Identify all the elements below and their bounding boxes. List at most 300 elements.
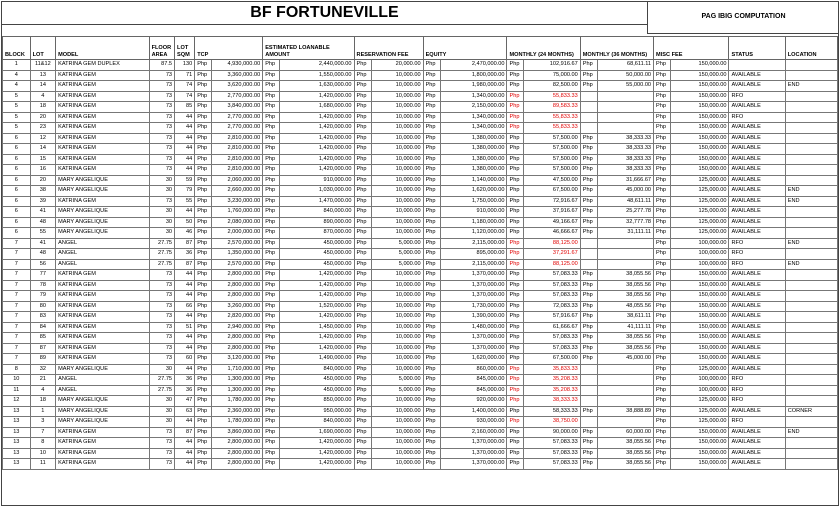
cell-equity-currency: Php: [423, 427, 440, 438]
cell-tcp-currency: Php: [195, 322, 212, 333]
cell-m24-currency: Php: [507, 375, 524, 386]
cell-loan: 450,000.00: [280, 249, 354, 260]
cell-floor-area: 73: [149, 144, 174, 155]
cell-block: 6: [3, 228, 31, 239]
cell-misc: 125,000.00: [671, 186, 729, 197]
cell-m24-currency: Php: [507, 322, 524, 333]
cell-equity: 1,370,000.00: [440, 333, 507, 344]
cell-loan: 840,000.00: [280, 207, 354, 218]
cell-loan-currency: Php: [263, 259, 280, 270]
cell-m24-currency: Php: [507, 238, 524, 249]
cell-lot-sqm: 47: [175, 396, 195, 407]
cell-m24: 57,083.33: [524, 343, 580, 354]
cell-loan: 890,000.00: [280, 217, 354, 228]
cell-misc-currency: Php: [654, 207, 671, 218]
cell-m24: 55,833.33: [524, 91, 580, 102]
cell-tcp: 2,800,000.00: [212, 270, 263, 281]
cell-m36: 60,000.00: [597, 427, 653, 438]
cell-floor-area: 73: [149, 270, 174, 281]
cell-tcp-currency: Php: [195, 427, 212, 438]
cell-loan-currency: Php: [263, 249, 280, 260]
cell-block: 6: [3, 217, 31, 228]
cell-loan-currency: Php: [263, 165, 280, 176]
cell-lot-sqm: 71: [175, 70, 195, 81]
cell-res: 10,000.00: [371, 175, 423, 186]
cell-misc: 150,000.00: [671, 448, 729, 459]
cell-tcp: 3,230,000.00: [212, 196, 263, 207]
cell-m36-currency: Php: [580, 154, 597, 165]
cell-m36-currency: Php: [580, 196, 597, 207]
cell-m24-currency: Php: [507, 396, 524, 407]
cell-location: [785, 417, 837, 428]
cell-misc: 150,000.00: [671, 291, 729, 302]
cell-misc: 125,000.00: [671, 207, 729, 218]
cell-misc-currency: Php: [654, 417, 671, 428]
cell-m24: 37,291.67: [524, 249, 580, 260]
cell-m24: 72,916.67: [524, 196, 580, 207]
cell-block: 6: [3, 207, 31, 218]
cell-lot-sqm: 87: [175, 427, 195, 438]
cell-equity-currency: Php: [423, 102, 440, 113]
cell-tcp-currency: Php: [195, 396, 212, 407]
cell-m36-currency: Php: [580, 81, 597, 92]
cell-location: [785, 144, 837, 155]
cell-m24: 67,500.00: [524, 354, 580, 365]
cell-tcp: 2,770,000.00: [212, 123, 263, 134]
cell-m24-currency: Php: [507, 81, 524, 92]
cell-misc: 125,000.00: [671, 175, 729, 186]
cell-m36: 38,055.56: [597, 270, 653, 281]
cell-floor-area: 30: [149, 364, 174, 375]
table-row: [3, 186, 838, 197]
cell-m36-currency: [580, 238, 597, 249]
cell-floor-area: 30: [149, 396, 174, 407]
cell-equity-currency: Php: [423, 417, 440, 428]
table-row: [3, 354, 838, 365]
cell-lot-sqm: 46: [175, 228, 195, 239]
cell-tcp-currency: Php: [195, 144, 212, 155]
cell-m36: 38,611.11: [597, 312, 653, 323]
cell-loan-currency: Php: [263, 291, 280, 302]
cell-m36-currency: Php: [580, 70, 597, 81]
cell-tcp: 2,660,000.00: [212, 186, 263, 197]
cell-res: 5,000.00: [371, 385, 423, 396]
cell-misc-currency: Php: [654, 364, 671, 375]
cell-floor-area: 73: [149, 133, 174, 144]
header-equity: EQUITY: [423, 37, 507, 60]
cell-m36: [597, 375, 653, 386]
cell-equity: 2,115,000.00: [440, 238, 507, 249]
cell-tcp: 2,360,000.00: [212, 406, 263, 417]
cell-tcp-currency: Php: [195, 154, 212, 165]
cell-equity-currency: Php: [423, 280, 440, 291]
cell-tcp-currency: Php: [195, 459, 212, 470]
cell-res: 5,000.00: [371, 238, 423, 249]
cell-tcp-currency: Php: [195, 312, 212, 323]
cell-model: MARY ANGELIQUE: [56, 396, 149, 407]
cell-equity: 930,000.00: [440, 417, 507, 428]
cell-loan: 1,420,000.00: [280, 165, 354, 176]
cell-m36-currency: [580, 364, 597, 375]
cell-res-currency: Php: [354, 70, 371, 81]
cell-lot: 13: [30, 70, 55, 81]
cell-equity-currency: Php: [423, 333, 440, 344]
cell-loan: 1,420,000.00: [280, 343, 354, 354]
cell-lot-sqm: 66: [175, 301, 195, 312]
cell-tcp-currency: Php: [195, 291, 212, 302]
table-row: [3, 417, 838, 428]
cell-tcp-currency: Php: [195, 406, 212, 417]
cell-m36-currency: [580, 112, 597, 123]
cell-lot-sqm: 44: [175, 448, 195, 459]
cell-m36: 38,055.56: [597, 333, 653, 344]
table-row: [3, 207, 838, 218]
cell-misc-currency: Php: [654, 448, 671, 459]
cell-tcp: 2,800,000.00: [212, 280, 263, 291]
cell-tcp-currency: Php: [195, 343, 212, 354]
cell-res-currency: Php: [354, 375, 371, 386]
cell-tcp: 3,260,000.00: [212, 301, 263, 312]
cell-m24: 49,166.67: [524, 217, 580, 228]
cell-res: 10,000.00: [371, 333, 423, 344]
cell-res: 10,000.00: [371, 448, 423, 459]
cell-m36-currency: Php: [580, 427, 597, 438]
cell-res-currency: Php: [354, 217, 371, 228]
cell-misc: 100,000.00: [671, 238, 729, 249]
cell-misc-currency: Php: [654, 385, 671, 396]
cell-loan: 450,000.00: [280, 259, 354, 270]
cell-res-currency: Php: [354, 102, 371, 113]
cell-equity: 920,000.00: [440, 396, 507, 407]
cell-m24: 55,833.33: [524, 112, 580, 123]
cell-misc: 150,000.00: [671, 438, 729, 449]
cell-tcp-currency: Php: [195, 385, 212, 396]
cell-status: AVAILABLE: [729, 228, 785, 239]
cell-res: 10,000.00: [371, 228, 423, 239]
cell-misc-currency: Php: [654, 301, 671, 312]
cell-floor-area: 27.75: [149, 259, 174, 270]
cell-equity: 1,370,000.00: [440, 459, 507, 470]
cell-lot-sqm: 44: [175, 417, 195, 428]
cell-lot: 8: [30, 438, 55, 449]
cell-equity: 1,370,000.00: [440, 291, 507, 302]
table-row: [3, 396, 838, 407]
cell-m24-currency: Php: [507, 154, 524, 165]
cell-lot: 55: [30, 228, 55, 239]
cell-res: 10,000.00: [371, 438, 423, 449]
cell-tcp: 2,770,000.00: [212, 112, 263, 123]
cell-res: 10,000.00: [371, 165, 423, 176]
cell-equity: 1,730,000.00: [440, 301, 507, 312]
cell-status: AVAILABLE: [729, 406, 785, 417]
cell-lot: 38: [30, 186, 55, 197]
cell-tcp: 1,300,000.00: [212, 375, 263, 386]
cell-loan-currency: Php: [263, 144, 280, 155]
cell-tcp: 2,000,000.00: [212, 228, 263, 239]
cell-block: 5: [3, 112, 31, 123]
cell-tcp: 2,820,000.00: [212, 312, 263, 323]
cell-res: 10,000.00: [371, 280, 423, 291]
cell-m24: 46,666.67: [524, 228, 580, 239]
cell-m36: 55,000.00: [597, 81, 653, 92]
cell-block: 1: [3, 60, 31, 71]
cell-misc: 150,000.00: [671, 123, 729, 134]
cell-loan-currency: Php: [263, 354, 280, 365]
cell-res-currency: Php: [354, 385, 371, 396]
cell-block: 6: [3, 133, 31, 144]
cell-loan: 1,420,000.00: [280, 112, 354, 123]
cell-res: 10,000.00: [371, 417, 423, 428]
cell-equity-currency: Php: [423, 301, 440, 312]
cell-floor-area: 73: [149, 333, 174, 344]
cell-lot: 11: [30, 459, 55, 470]
cell-model: KATRINA GEM: [56, 448, 149, 459]
cell-equity: 910,000.00: [440, 207, 507, 218]
cell-equity: 845,000.00: [440, 375, 507, 386]
cell-model: MARY ANGELIQUE: [56, 406, 149, 417]
cell-model: MARY ANGELIQUE: [56, 364, 149, 375]
cell-model: KATRINA GEM DUPLEX: [56, 60, 149, 71]
cell-location: [785, 102, 837, 113]
cell-res-currency: Php: [354, 175, 371, 186]
cell-lot: 14: [30, 81, 55, 92]
cell-tcp: 2,800,000.00: [212, 333, 263, 344]
cell-m36: 38,055.56: [597, 438, 653, 449]
cell-m36-currency: [580, 396, 597, 407]
cell-status: AVAILABLE: [729, 322, 785, 333]
cell-lot: 32: [30, 364, 55, 375]
cell-lot-sqm: 44: [175, 438, 195, 449]
cell-lot-sqm: 44: [175, 280, 195, 291]
cell-tcp-currency: Php: [195, 438, 212, 449]
cell-block: 10: [3, 375, 31, 386]
table-row: [3, 175, 838, 186]
cell-tcp-currency: Php: [195, 249, 212, 260]
cell-floor-area: 73: [149, 301, 174, 312]
cell-m24: 55,833.33: [524, 123, 580, 134]
cell-tcp-currency: Php: [195, 301, 212, 312]
cell-m24-currency: Php: [507, 270, 524, 281]
cell-model: KATRINA GEM: [56, 70, 149, 81]
cell-misc: 125,000.00: [671, 228, 729, 239]
cell-location: END: [785, 196, 837, 207]
cell-loan-currency: Php: [263, 438, 280, 449]
cell-floor-area: 30: [149, 217, 174, 228]
cell-m24-currency: Php: [507, 196, 524, 207]
cell-m24: 35,208.33: [524, 375, 580, 386]
cell-tcp-currency: Php: [195, 133, 212, 144]
cell-misc-currency: Php: [654, 154, 671, 165]
cell-model: KATRINA GEM: [56, 312, 149, 323]
cell-res-currency: Php: [354, 112, 371, 123]
cell-lot-sqm: 44: [175, 165, 195, 176]
cell-res: 10,000.00: [371, 207, 423, 218]
cell-tcp: 2,800,000.00: [212, 448, 263, 459]
cell-location: [785, 249, 837, 260]
cell-lot: 41: [30, 238, 55, 249]
cell-tcp: 1,710,000.00: [212, 364, 263, 375]
cell-loan: 2,440,000.00: [280, 60, 354, 71]
cell-loan-currency: Php: [263, 60, 280, 71]
cell-m24: 57,083.33: [524, 270, 580, 281]
cell-m24-currency: Php: [507, 459, 524, 470]
cell-model: MARY ANGELIQUE: [56, 217, 149, 228]
cell-status: AVAILABLE: [729, 196, 785, 207]
cell-m36: 45,000.00: [597, 354, 653, 365]
cell-floor-area: 73: [149, 196, 174, 207]
cell-misc-currency: Php: [654, 291, 671, 302]
cell-equity: 1,380,000.00: [440, 144, 507, 155]
cell-floor-area: 73: [149, 112, 174, 123]
cell-misc-currency: Php: [654, 91, 671, 102]
cell-model: KATRINA GEM: [56, 196, 149, 207]
cell-misc-currency: Php: [654, 249, 671, 260]
cell-equity: 1,620,000.00: [440, 354, 507, 365]
cell-res-currency: Php: [354, 196, 371, 207]
cell-m36-currency: Php: [580, 217, 597, 228]
cell-lot: 83: [30, 312, 55, 323]
cell-m36-currency: Php: [580, 144, 597, 155]
cell-equity: 1,140,000.00: [440, 175, 507, 186]
cell-res-currency: Php: [354, 448, 371, 459]
cell-loan-currency: Php: [263, 228, 280, 239]
cell-block: 5: [3, 91, 31, 102]
cell-floor-area: 30: [149, 207, 174, 218]
cell-m24: 47,500.00: [524, 175, 580, 186]
cell-model: KATRINA GEM: [56, 102, 149, 113]
cell-block: 7: [3, 301, 31, 312]
cell-location: END: [785, 186, 837, 197]
table-row: [3, 448, 838, 459]
cell-res-currency: Php: [354, 333, 371, 344]
cell-equity: 1,180,000.00: [440, 217, 507, 228]
cell-m36: 48,611.11: [597, 196, 653, 207]
cell-lot: 79: [30, 291, 55, 302]
cell-misc: 150,000.00: [671, 270, 729, 281]
cell-equity-currency: Php: [423, 70, 440, 81]
cell-lot: 7: [30, 427, 55, 438]
cell-floor-area: 73: [149, 354, 174, 365]
cell-lot-sqm: 44: [175, 112, 195, 123]
cell-loan: 1,420,000.00: [280, 133, 354, 144]
cell-block: 4: [3, 81, 31, 92]
cell-location: [785, 280, 837, 291]
cell-status: AVAILABLE: [729, 207, 785, 218]
cell-m24: 57,916.67: [524, 312, 580, 323]
cell-m24-currency: Php: [507, 364, 524, 375]
cell-status: RFO: [729, 249, 785, 260]
cell-misc-currency: Php: [654, 280, 671, 291]
cell-location: [785, 354, 837, 365]
cell-model: KATRINA GEM: [56, 427, 149, 438]
cell-loan: 1,420,000.00: [280, 144, 354, 155]
cell-res-currency: Php: [354, 354, 371, 365]
cell-misc-currency: Php: [654, 186, 671, 197]
cell-lot: 16: [30, 165, 55, 176]
cell-m24-currency: Php: [507, 259, 524, 270]
cell-block: 7: [3, 259, 31, 270]
cell-m36-currency: Php: [580, 291, 597, 302]
cell-res: 10,000.00: [371, 144, 423, 155]
cell-tcp-currency: Php: [195, 354, 212, 365]
cell-tcp-currency: Php: [195, 123, 212, 134]
cell-m24-currency: Php: [507, 60, 524, 71]
cell-m24-currency: Php: [507, 249, 524, 260]
cell-loan-currency: Php: [263, 81, 280, 92]
cell-lot-sqm: 59: [175, 175, 195, 186]
cell-m36: [597, 249, 653, 260]
table-row: [3, 270, 838, 281]
cell-model: MARY ANGELIQUE: [56, 186, 149, 197]
cell-m24-currency: Php: [507, 406, 524, 417]
cell-m36-currency: Php: [580, 165, 597, 176]
cell-location: [785, 385, 837, 396]
cell-floor-area: 27.75: [149, 375, 174, 386]
cell-location: [785, 312, 837, 323]
cell-m24-currency: Php: [507, 354, 524, 365]
cell-loan-currency: Php: [263, 301, 280, 312]
cell-equity: 895,000.00: [440, 249, 507, 260]
cell-lot-sqm: 87: [175, 238, 195, 249]
cell-equity-currency: Php: [423, 291, 440, 302]
cell-misc: 100,000.00: [671, 375, 729, 386]
cell-loan-currency: Php: [263, 396, 280, 407]
cell-res-currency: Php: [354, 228, 371, 239]
cell-block: 8: [3, 364, 31, 375]
cell-location: [785, 322, 837, 333]
cell-status: AVAILABLE: [729, 144, 785, 155]
cell-floor-area: 30: [149, 417, 174, 428]
cell-model: KATRINA GEM: [56, 112, 149, 123]
cell-misc: 150,000.00: [671, 81, 729, 92]
header-model: MODEL: [56, 37, 149, 60]
cell-block: 7: [3, 343, 31, 354]
cell-loan-currency: Php: [263, 175, 280, 186]
cell-equity: 1,750,000.00: [440, 196, 507, 207]
cell-res-currency: Php: [354, 427, 371, 438]
cell-model: KATRINA GEM: [56, 154, 149, 165]
cell-res: 20,000.00: [371, 60, 423, 71]
cell-m24: 61,666.67: [524, 322, 580, 333]
cell-location: [785, 175, 837, 186]
cell-lot: 4: [30, 385, 55, 396]
table-row: [3, 385, 838, 396]
cell-misc-currency: Php: [654, 144, 671, 155]
cell-res-currency: Php: [354, 291, 371, 302]
cell-res-currency: Php: [354, 81, 371, 92]
cell-location: [785, 448, 837, 459]
cell-block: 13: [3, 438, 31, 449]
cell-m24: 57,500.00: [524, 165, 580, 176]
cell-block: 7: [3, 238, 31, 249]
cell-equity: 1,370,000.00: [440, 438, 507, 449]
cell-m24: 82,500.00: [524, 81, 580, 92]
cell-m36: [597, 385, 653, 396]
cell-model: MARY ANGELIQUE: [56, 417, 149, 428]
cell-block: 11: [3, 385, 31, 396]
cell-lot-sqm: 36: [175, 375, 195, 386]
cell-loan-currency: Php: [263, 280, 280, 291]
cell-model: MARY ANGELIQUE: [56, 228, 149, 239]
cell-m24: 58,333.33: [524, 406, 580, 417]
cell-m36-currency: Php: [580, 228, 597, 239]
cell-m24-currency: Php: [507, 343, 524, 354]
cell-equity: 1,380,000.00: [440, 133, 507, 144]
cell-tcp-currency: Php: [195, 333, 212, 344]
cell-floor-area: 73: [149, 70, 174, 81]
cell-status: AVAILABLE: [729, 459, 785, 470]
cell-location: [785, 207, 837, 218]
